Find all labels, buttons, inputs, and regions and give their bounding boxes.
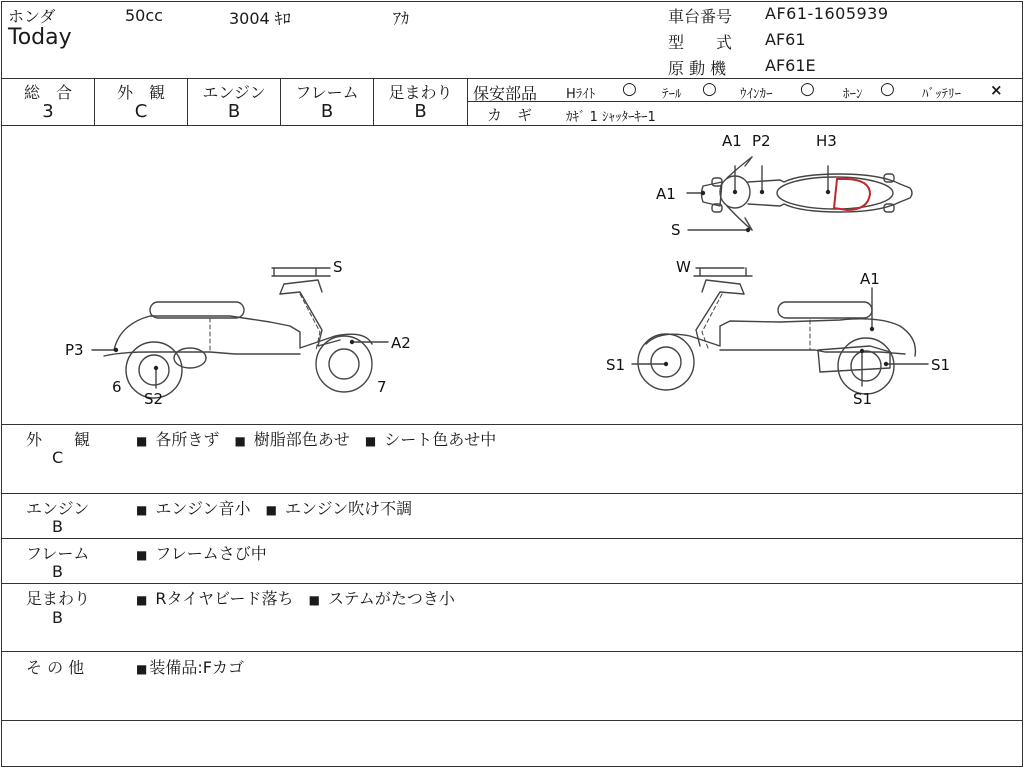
diagram-label: A1: [656, 185, 676, 203]
frame-grade: B: [320, 101, 334, 122]
bullet: ■: [234, 434, 246, 448]
section-grade: C: [52, 448, 64, 467]
suspension-grade-label: 足まわり: [388, 83, 453, 102]
diagram-label: S2: [144, 390, 164, 408]
bullet: ■: [136, 662, 148, 676]
keys-value: ｶｷﾞ 1 ｼｬｯﾀｰｷｰ1: [566, 110, 656, 125]
type-label: 型 式: [668, 33, 733, 52]
engine-label: 原 動 機: [668, 59, 727, 78]
displacement: 50cc: [125, 6, 163, 25]
remark-item: シート色あせ中: [384, 430, 497, 449]
headlight-mark: ○: [622, 79, 637, 99]
bullet: ■: [136, 434, 148, 448]
horn-mark: ○: [880, 79, 895, 99]
winker-mark: ○: [800, 79, 815, 99]
diagram-label: W: [676, 258, 691, 276]
divider: [1, 538, 1023, 539]
battery-mark: ×: [990, 81, 1003, 99]
exterior-label: 外 観: [116, 83, 165, 102]
remark-item: 樹脂部色あせ: [253, 430, 350, 449]
winker-label: ｳｲﾝｶｰ: [740, 87, 773, 102]
section-label: フレーム: [26, 544, 90, 563]
engine-grade-label: エンジン: [202, 83, 266, 102]
section-label: 足まわり: [26, 589, 91, 608]
section-label: そ の 他: [26, 658, 85, 677]
overall-label: 総 合: [23, 83, 72, 102]
divider: [1, 651, 1023, 652]
diagram-label: A1: [860, 270, 880, 288]
horn-label: ﾎｰﾝ: [843, 87, 863, 102]
model-name: Today: [8, 25, 72, 50]
remark-item: フレームさび中: [155, 544, 267, 563]
maker: ホンダ: [8, 7, 56, 26]
remark-item: エンジン音小: [155, 499, 251, 518]
remark-item: 装備品:Fカゴ: [149, 658, 244, 677]
damage-marker: [834, 179, 870, 210]
divider: [1, 583, 1023, 584]
headlight-label: Hﾗｲﾄ: [566, 87, 596, 102]
divider: [1, 720, 1023, 721]
diagram-label: S: [333, 258, 343, 276]
diagram-label: 6: [112, 378, 122, 396]
remark-item: 各所きず: [155, 430, 220, 449]
divider: [1, 493, 1023, 494]
remark-item: ステムがたつき小: [327, 589, 455, 608]
diagram-label: S: [671, 221, 681, 239]
divider: [467, 78, 468, 125]
divider: [1, 78, 1023, 79]
battery-label: ﾊﾞｯﾃﾘｰ: [922, 87, 961, 102]
bullet: ■: [265, 503, 277, 517]
diagram-label: S1: [606, 356, 626, 374]
frame-grade-label: フレーム: [295, 83, 359, 102]
diagram-label: A2: [391, 334, 411, 352]
scooter-diagram: [0, 126, 1024, 424]
diagram-label: S1: [931, 356, 951, 374]
section-label: エンジン: [26, 499, 90, 518]
keys-label: カ ギ: [487, 106, 533, 124]
diagram-label: 7: [377, 378, 387, 396]
diagram-label: P2: [752, 132, 771, 150]
remark-item: Rタイヤビード落ち: [155, 589, 294, 608]
type-value: AF61: [765, 30, 806, 49]
bullet: ■: [136, 548, 148, 562]
mileage: 3004 ｷﾛ: [229, 9, 291, 28]
engine-value: AF61E: [765, 56, 816, 75]
section-grade: B: [52, 517, 63, 536]
left-side-view: [104, 268, 372, 398]
bullet: ■: [136, 593, 148, 607]
color: ｱｶ: [393, 9, 410, 28]
frame-no: AF61-1605939: [765, 4, 889, 23]
bullet: ■: [308, 593, 320, 607]
section-grade: B: [52, 608, 63, 627]
remark-item: エンジン吹け不調: [284, 499, 413, 518]
tail-label: ﾃｰﾙ: [662, 87, 682, 102]
bullet: ■: [136, 503, 148, 517]
frame-no-label: 車台番号: [668, 7, 733, 26]
section-grade: B: [52, 562, 63, 581]
top-view: [702, 157, 913, 230]
diagram-label: H3: [816, 132, 837, 150]
section-label: 外 観: [26, 430, 91, 449]
diagram-label: S1: [853, 390, 873, 408]
divider: [1, 424, 1023, 425]
bullet: ■: [364, 434, 377, 448]
safety-label: 保安部品: [473, 84, 538, 103]
diagram-label: P3: [65, 341, 84, 359]
suspension-grade: B: [414, 101, 427, 122]
exterior-grade: C: [134, 101, 148, 122]
overall-grade: 3: [42, 101, 54, 122]
diagram-label: A1: [722, 132, 742, 150]
tail-mark: ○: [702, 79, 717, 99]
engine-grade: B: [227, 101, 241, 122]
